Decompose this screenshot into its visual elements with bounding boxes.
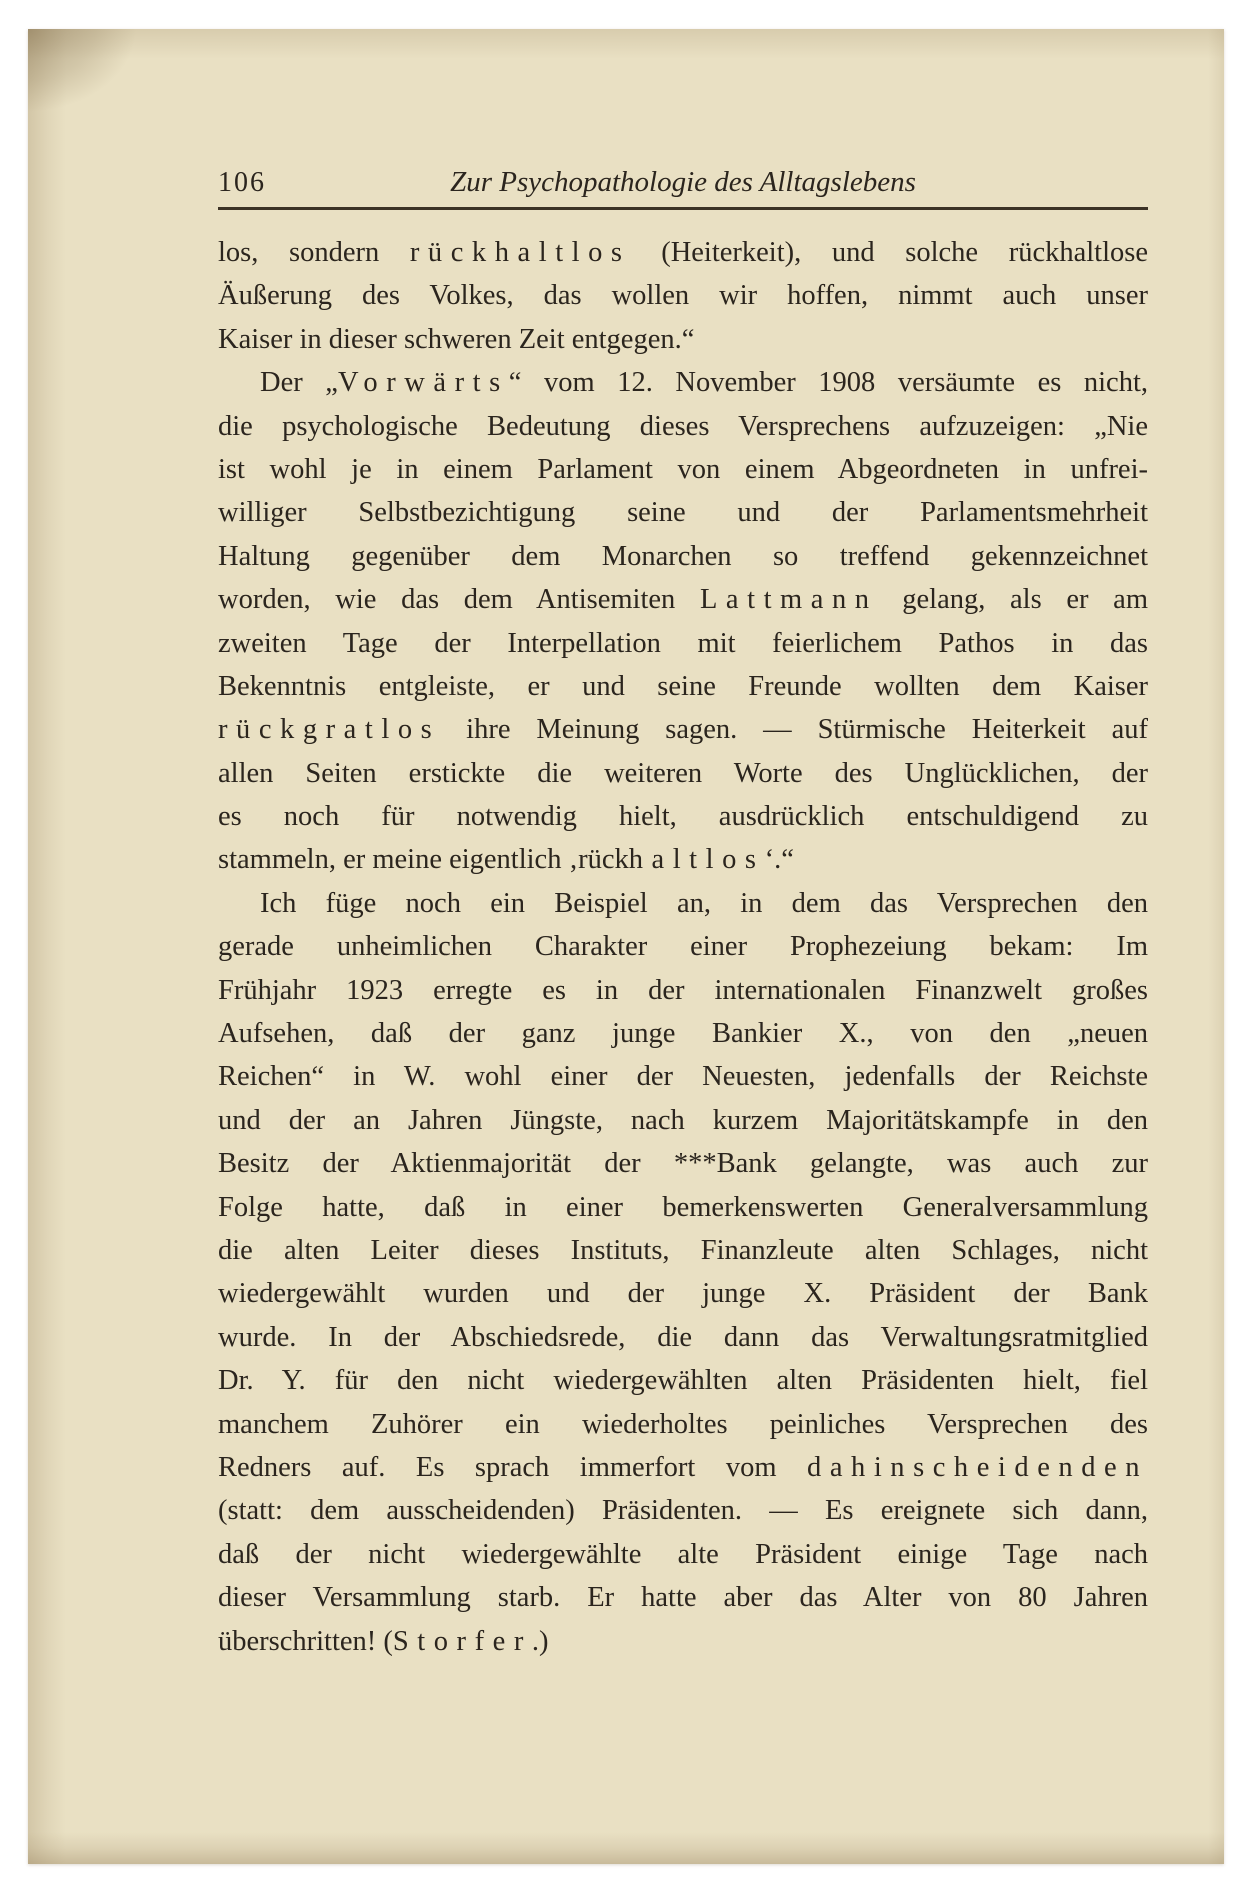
text-line: worden, wie das dem Antisemiten Lattmann gelang, als er am [218,584,1149,616]
page-number: 106 [218,167,266,198]
text-line: Aufsehen, daß der ganz junge Bankier X., von den „neuen [218,1018,1148,1050]
text-line: Ich füge noch ein Beispiel an, in dem das Versprechen den [260,887,1148,919]
book-page-scan [28,29,1224,1864]
header-rule [218,207,1148,210]
text-line: dieser Versammlung starb. Er hatte aber das Alter von 80 Jahren [218,1582,1148,1614]
text-line: und der an Jahren Jüngste, nach kurzem Majoritätskampfe in den [218,1104,1148,1136]
emphasized-word: Vorwärts [337,367,509,399]
text-line: stammeln, er meine eigentlich ‚rückhaltlos‘.“ [218,844,794,876]
text-line: Kaiser in dieser schweren Zeit entgegen.“ [218,323,695,355]
text-line: überschritten! (Storfer.) [218,1625,549,1657]
text-line: die psychologische Bedeutung dieses Versprechens aufzuzeigen: „Nie [218,410,1148,442]
running-head [218,165,1148,207]
text-line: wurde. In der Abschiedsrede, die dann das Verwaltungsratmitglied [218,1321,1148,1353]
text-line: Folge hatte, daß in einer bemerkenswerten Generalversammlung [218,1191,1148,1223]
text-line: wiedergewählt wurden und der junge X. Präsident der Bank [218,1278,1148,1310]
text-line: die alten Leiter dieses Instituts, Finanzleute alten Schlages, nicht [218,1234,1148,1266]
emphasized-word: Storfer [392,1625,532,1657]
text-line: Redners auf. Es sprach immerfort vom dahinscheidenden [218,1451,1148,1483]
emphasized-word: rückhaltlos [409,237,631,268]
text-line: williger Selbstbezichtigung seine und der Parlamentsmehrheit [218,497,1148,529]
text-line: ist wohl je in einem Parlament von einem Abgeordneten in unfrei- [218,453,1148,485]
text-block [218,165,1148,1663]
text-line: (statt: dem ausscheidenden) Präsidenten. — Es ereignete sich dann, [218,1495,1148,1527]
text-line: allen Seiten erstickte die weiteren Worte des Unglücklichen, der [218,757,1148,789]
text-line: es noch für notwendig hielt, ausdrücklich entschuldigend zu [218,801,1148,833]
text-line: manchem Zuhörer ein wiederholtes peinliches Versprechen des [218,1408,1148,1440]
emphasized-word: rückgratlos [218,714,441,746]
emphasized-word: dahinscheidenden [807,1451,1148,1483]
running-title: Zur Psychopathologie des Alltagslebens [450,166,916,198]
text-line: zweiten Tage der Interpellation mit feierlichem Pathos in das [218,627,1148,659]
text-line: rückgratlos ihre Meinung sagen. — Stürmische Heiterkeit auf [218,714,1148,746]
emphasized-word: haltlos [628,844,765,876]
text-line: Äußerung des Volkes, das wollen wir hoffen, nimmt auch unser [218,280,1148,312]
text-line: Bekenntnis entgleiste, er und seine Freunde wollten dem Kaiser [218,670,1148,702]
emphasized-word: Lattmann [699,584,878,616]
text-line: daß der nicht wiedergewählte alte Präsident einige Tage nach [218,1538,1148,1570]
text-line: Frühjahr 1923 erregte es in der internationalen Finanzwelt großes [218,974,1148,1006]
text-line: Reichen“ in W. wohl einer der Neuesten, jedenfalls der Reichste [218,1061,1148,1093]
text-line: gerade unheimlichen Charakter einer Prophezeiung bekam: Im [218,931,1148,963]
text-line: Besitz der Aktienmajorität der ***Bank gelangte, was auch zur [218,1148,1148,1180]
body-text [218,231,1148,1663]
text-line: Haltung gegenüber dem Monarchen so treffend gekennzeichnet [218,540,1148,572]
text-line: los, sondern rückhaltlos (Heiterkeit), und solche rückhaltlose [218,237,1148,268]
text-line: Der „Vorwärts“ vom 12. November 1908 versäumte es nicht, [260,367,1148,399]
text-line: Dr. Y. für den nicht wiedergewählten alten Präsidenten hielt, fiel [218,1365,1148,1397]
